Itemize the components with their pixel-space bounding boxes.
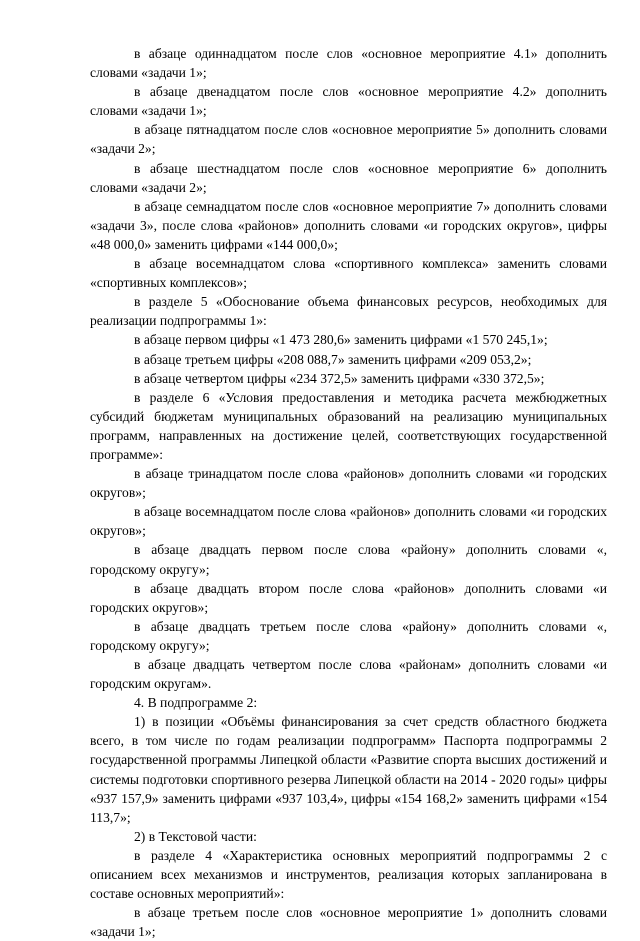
paragraph: в абзаце восемнадцатом слова «спортивного комплекса» заменить словами «спортивных комплексов»;: [90, 256, 607, 291]
paragraph: в абзаце двадцать четвертом после слова «районам» дополнить словами «и городским округам».: [90, 657, 607, 692]
section-heading: в разделе 4 «Характеристика основных мероприятий подпрограммы 2 с описанием всех механизмов и инструментов, реализация которых запланирована в составе основных мероприятий»:: [90, 847, 607, 902]
paragraph: в абзаце семнадцатом после слов «основное мероприятие 7» дополнить словами «задачи 3», после слова «районов» дополнить словами «и городских округов», цифры «48 000,0» заменить цифрами «144 000,0»;: [90, 198, 607, 252]
paragraph: в абзаце шестнадцатом после слов «основное мероприятие 6» дополнить словами «задачи 2»;: [90, 160, 607, 195]
paragraph: в абзаце третьем цифры «208 088,7» заменить цифрами «209 053,2»;: [134, 351, 532, 367]
paragraph: 2) в Текстовой части:: [134, 828, 257, 844]
paragraph: 1) в позиции «Объёмы финансирования за счет средств областного бюджета всего, в том числе по годам реализации подпрограмм» Паспорта подпрограммы 2 государственной программы Липецкой области «Развитие спорта высших достижений и системы подготовки спортивного резерва Липецкой области на 2014 - 2020 годы» цифры «937 157,9» заменить цифрами «937 103,4», цифры «154 168,2» заменить цифрами «154 113,7»;: [90, 714, 607, 825]
paragraph: в абзаце восемнадцатом после слова «районов» дополнить словами «и городских округов»;: [90, 504, 607, 539]
section-heading: в разделе 5 «Обоснование объема финансовых ресурсов, необходимых для реализации подпрограммы 1»:: [90, 294, 607, 329]
paragraph: в абзаце двадцать втором после слова «районов» дополнить словами «и городских округов»;: [90, 580, 607, 615]
paragraph: в абзаце четвертом цифры «234 372,5» заменить цифрами «330 372,5»;: [134, 370, 545, 386]
subprogram-heading: 4. В подпрограмме 2:: [134, 695, 258, 711]
paragraph: в абзаце двенадцатом после слов «основное мероприятие 4.2» дополнить словами «задачи 1»;: [90, 84, 607, 119]
paragraph: в абзаце третьем после слов «основное мероприятие 1» дополнить словами «задачи 1»;: [90, 905, 607, 940]
paragraph: в абзаце пятнадцатом после слов «основное мероприятие 5» дополнить словами «задачи 2»;: [90, 122, 607, 157]
paragraph: в абзаце первом цифры «1 473 280,6» заменить цифрами «1 570 245,1»;: [134, 332, 548, 348]
section-heading: в разделе 6 «Условия предоставления и методика расчета межбюджетных субсидий бюджетам муниципальных образований на реализацию муниципальных программ, направленных на достижение целей, соответствующих государственной программе»:: [90, 389, 607, 462]
paragraph: в абзаце двадцать первом после слова «району» дополнить словами «, городскому округу»;: [90, 542, 607, 577]
paragraph: в абзаце двадцать третьем после слова «району» дополнить словами «, городскому округу»;: [90, 618, 607, 653]
paragraph: в абзаце одиннадцатом после слов «основное мероприятие 4.1» дополнить словами «задачи 1»;: [90, 46, 607, 81]
paragraph: в абзаце тринадцатом после слова «районов» дополнить словами «и городских округов»;: [90, 466, 607, 501]
